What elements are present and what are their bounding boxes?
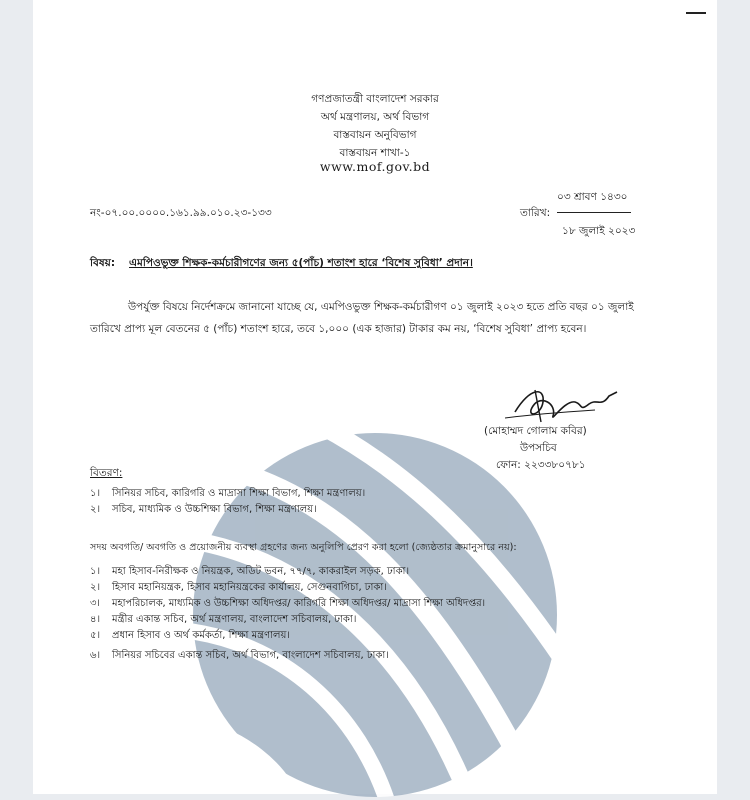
date-english: ১৮ জুলাই ২০২৩ (562, 225, 636, 237)
subject-text: এমপিওভুক্ত শিক্ষক-কর্মচারীগণের জন্য ৫(পাঁচ) শতাংশ হারে ‘বিশেষ সুবিধা’ প্রদান। (129, 257, 473, 269)
list-item: ২। হিসাব মহানিয়ন্ত্রক, হিসাব মহানিয়ন্ত্রকের কার্যালয়, সেগুনবাগিচা, ঢাকা। (90, 582, 387, 593)
wing-name: বাস্তবায়ন অনুবিভাগ (333, 129, 417, 141)
handwritten-signature-icon (505, 382, 620, 427)
ministry-name: অর্থ মন্ত্রণালয়, অর্থ বিভাগ (320, 111, 430, 123)
body-paragraph: উপর্যুক্ত বিষয়ে নির্দেশক্রমে জানানো যাচ্ছে যে, এমপিওভুক্ত শিক্ষক-কর্মচারীগণ ০১ জুলাই ২০২৩ হতে প্রতি বছর ০১ জুলাই তারিখে প্রাপ্য মূল বেতনের ৫ (পাঁচ) শতাংশ হারে, তবে ১,০০০ (এক হাজার) টাকার কম নয়, ‘বিশেষ সুবিধা’ প্রাপ্য হবেন। (90, 301, 634, 335)
list-item: ৪। মন্ত্রীর একান্ত সচিব, অর্থ মন্ত্রণালয়, বাংলাদেশ সচিবালয়, ঢাকা। (90, 614, 357, 625)
list-item: ৫। প্রধান হিসাব ও অর্থ কর্মকর্তা, শিক্ষা মন্ত্রণালয়। (90, 630, 290, 641)
list-item: ২। সচিব, মাধ্যমিক ও উচ্চশিক্ষা বিভাগ, শিক্ষা মন্ত্রণালয়। (90, 504, 317, 515)
list-item: ১। সিনিয়র সচিব, কারিগরি ও মাদ্রাসা শিক্ষা বিভাগ, শিক্ষা মন্ত্রণালয়। (90, 488, 366, 499)
list-item: ১। মহা হিসাব-নিরীক্ষক ও নিয়ন্ত্রক, অডিট ভবন, ৭৭/৭, কাকরাইল সড়ক, ঢাকা। (90, 566, 410, 577)
signatory-designation: উপসচিব (520, 442, 557, 454)
memo-number: নং-০৭.০০.০০০০.১৬১.৯৯.০১০.২৩-১৩৩ (90, 207, 272, 219)
signatory-phone: ফোন: ২২৩৩৮০৭৮১ (496, 459, 586, 471)
date-divider (557, 212, 631, 213)
govt-title: গণপ্রজাতন্ত্রী বাংলাদেশ সরকার (311, 93, 439, 105)
copy-intro: সদয় অবগতি/ অবগতি ও প্রয়োজনীয় ব্যবস্থা গ্রহণের জন্য অনুলিপি প্রেরণ করা হলো (জ্যেষ্ঠতার ক্রমানুসারে নয়): (90, 542, 517, 553)
subject-label: বিষয়: (90, 257, 116, 269)
distribution-title: বিতরণ: (90, 467, 123, 479)
date-label: তারিখ: (520, 207, 551, 219)
website-link[interactable]: www.mof.gov.bd (319, 159, 431, 174)
branch-name: বাস্তবায়ন শাখা-১ (339, 147, 411, 159)
date-bangla: ০৩ শ্রাবণ ১৪৩০ (557, 191, 628, 203)
list-item: ৩। মহাপরিচালক, মাধ্যমিক ও উচ্চশিক্ষা অধিদপ্তর/ কারিগরি শিক্ষা অধিদপ্তর/ মাদ্রাসা শিক্ষা অধিদপ্তর। (90, 598, 485, 609)
list-item: ৬। সিনিয়র সচিবের একান্ত সচিব, অর্থ বিভাগ, বাংলাদেশ সচিবালয়, ঢাকা। (90, 650, 389, 661)
signatory-name: (মোহাম্মদ গোলাম কবির) (484, 425, 587, 437)
window-minimize-dash (686, 12, 706, 14)
